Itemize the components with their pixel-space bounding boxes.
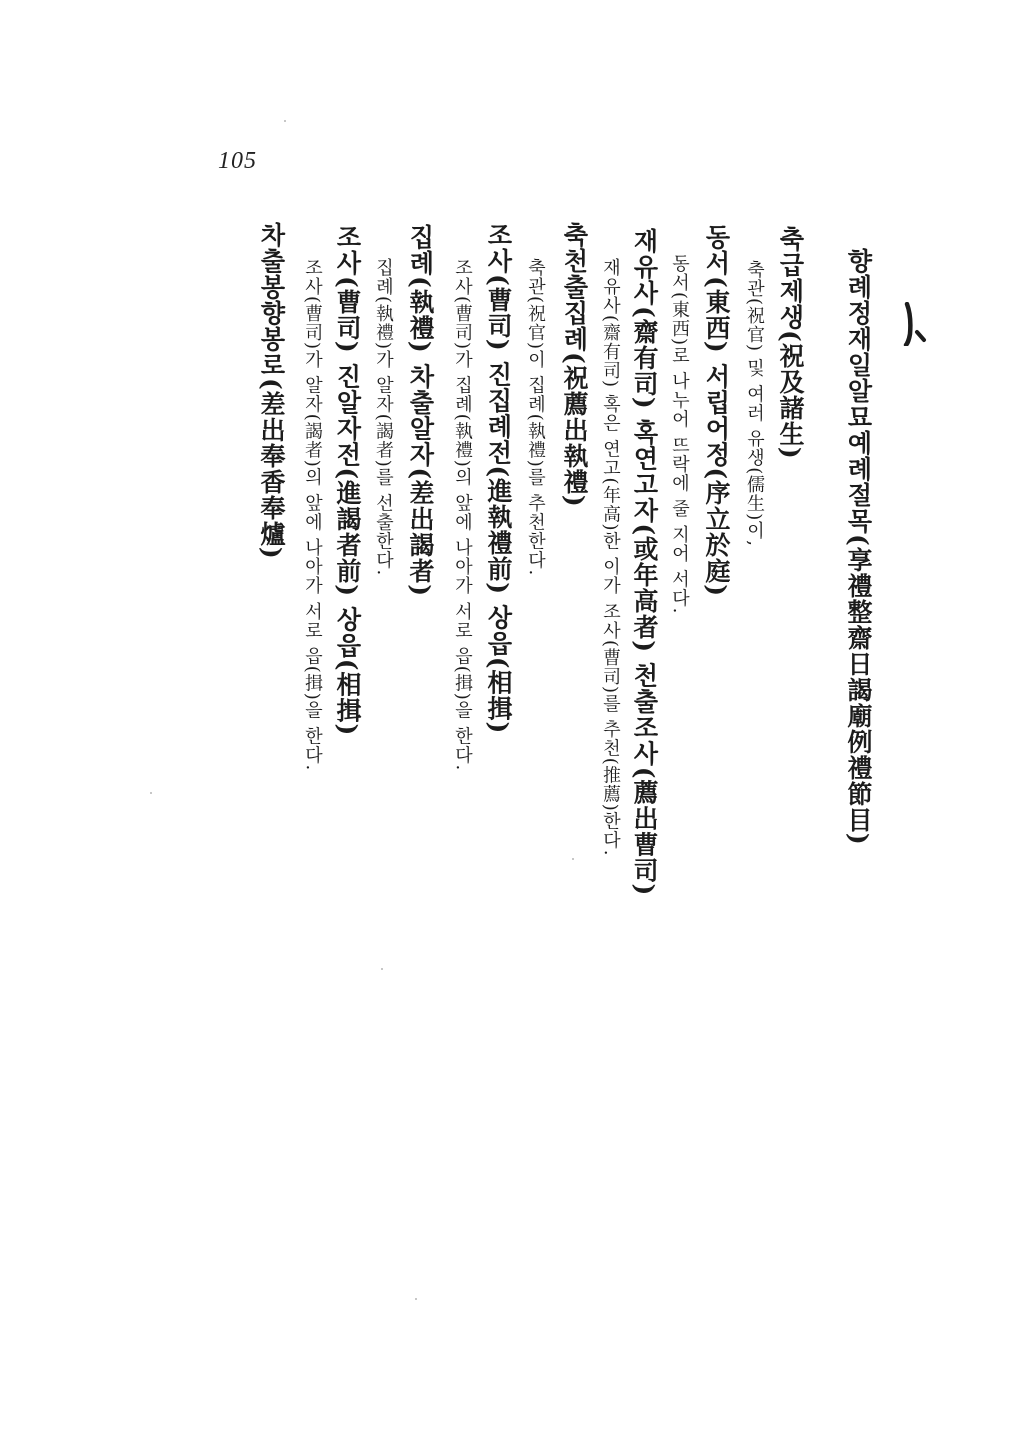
text-line-11: 집례(執禮) 차출알자(差出謁者) xyxy=(406,224,435,598)
text-line-09: 조사(曹司) 진집례전(進執禮前) 상읍(相揖) xyxy=(484,222,513,735)
section-title: 향례정재일알묘예례절목(享禮整齋日謁廟例禮節目) xyxy=(844,248,873,846)
text-line-04: 동서(東西)로 나누어 뜨락에 줄 지어 서다. xyxy=(669,254,690,615)
paper-speck xyxy=(415,1298,417,1300)
text-line-14: 조사(曹司)가 알자(謁者)의 앞에 나아가 서로 읍(揖)을 한다. xyxy=(302,258,323,772)
text-line-15: 차출봉향봉로(差出奉香奉爐) xyxy=(257,222,286,560)
paper-speck xyxy=(150,792,152,794)
text-line-13: 조사(曹司) 진알자전(進謁者前) 상읍(相揖) xyxy=(333,224,362,737)
paper-speck xyxy=(572,858,574,860)
text-line-12: 집례(執禮)가 알자(謁者)를 선출한다. xyxy=(373,258,394,577)
paper-speck xyxy=(381,968,383,970)
text-line-07: 축천출집례(祝薦出執禮) xyxy=(560,222,589,508)
text-line-10: 조사(曹司)가 집례(執禮)의 앞에 나아가 서로 읍(揖)을 한다. xyxy=(452,258,473,772)
text-line-08: 축관(祝官)이 집례(執禮)를 추천한다. xyxy=(525,258,546,577)
page-number: 105 xyxy=(218,148,257,174)
text-line-06: 재유사(齋有司) 혹은 연고(年高)한 이가 조사(曹司)를 추천(推薦)한다. xyxy=(600,258,621,857)
text-line-01: 축급제생(祝及諸生) xyxy=(776,226,805,460)
paper-speck xyxy=(284,120,286,122)
section-numeral-mark xyxy=(893,302,929,346)
text-line-03: 동서(東西) 서립어정(序立於庭) xyxy=(702,224,731,598)
text-line-05: 재유사(齋有司) 혹연고자(或年高者) 천출조사(薦出曹司) xyxy=(630,228,659,897)
text-line-02: 축관(祝官) 및 여러 유생(儒生)이, xyxy=(744,260,765,547)
